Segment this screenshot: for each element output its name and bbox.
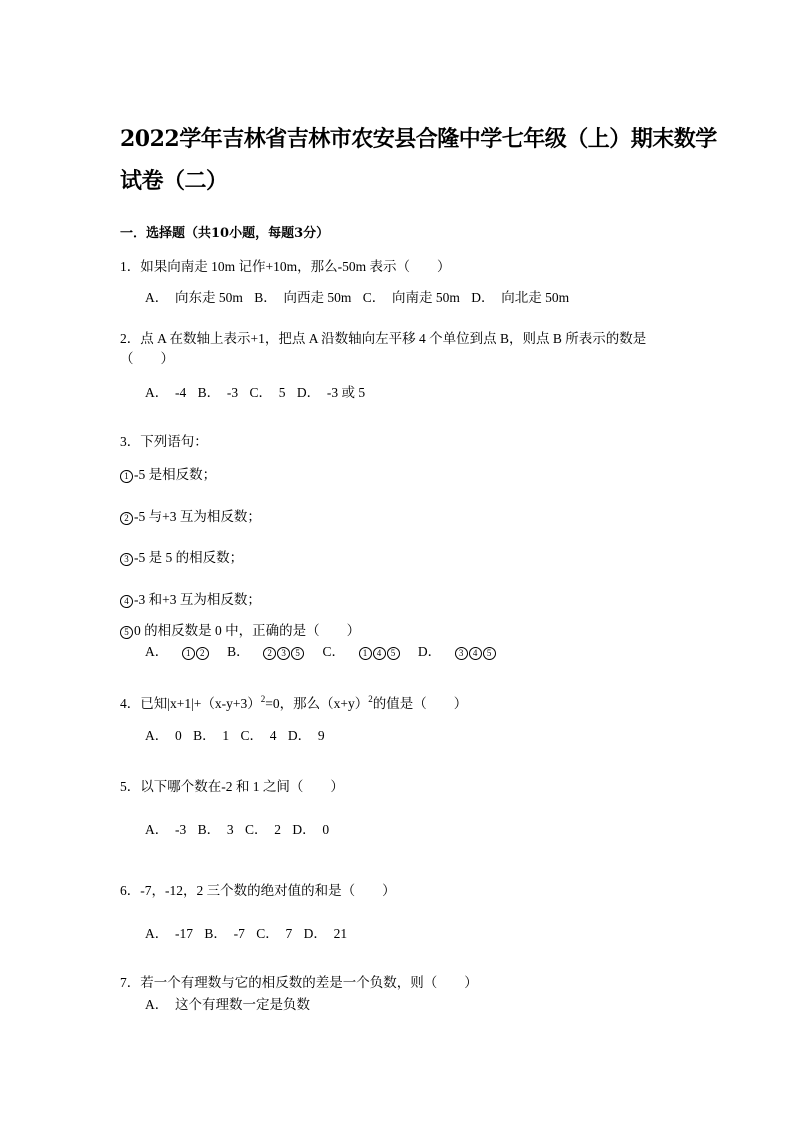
exponent: 2 <box>368 694 373 704</box>
option-d: D． -3 或 5 <box>296 385 366 400</box>
option-d: D． 3 4 5 <box>418 640 497 660</box>
question-5-text: 5．以下哪个数在-2 和 1 之间（ ） <box>120 779 344 794</box>
circled-number-4: 4 <box>120 595 133 608</box>
question-1-options <box>145 286 569 306</box>
question-4-options <box>145 724 325 744</box>
statement-5: 5 0 的相反数是 0 中，正确的是（ ） <box>120 619 360 639</box>
option-d: D． 9 <box>287 728 325 743</box>
option-b: B． 3 <box>197 822 234 837</box>
question-3-text: 3．下列语句： <box>120 434 208 449</box>
statement-3: 3 -5 是 5 的相反数； <box>120 546 243 566</box>
option-c: C． 7 <box>256 926 293 941</box>
option-a: A． 1 2 <box>145 640 210 660</box>
option-a: A． -4 <box>145 385 187 400</box>
question-4-text: 4．已知$|x+1|+(x-y+3)^2=0$，那么$(x+y)^2$的值是（ ） <box>120 694 468 711</box>
question-2-text-cont: （ ） <box>120 351 174 366</box>
option-a: A． -3 <box>145 822 187 837</box>
question-6-text: 6．-7，-12，2 三个数的绝对值的和是（ ） <box>120 883 396 898</box>
option-b: B． 2 3 5 <box>227 640 305 660</box>
option-a: A． 0 <box>145 728 182 743</box>
statement-2: 2 -5 与+3 互为相反数； <box>120 505 261 525</box>
exponent: 2 <box>260 694 266 704</box>
question-7-text: 7．若一个有理数与它的相反数的差是一个负数，则（ ） <box>120 975 478 990</box>
option-c: C． 5 <box>249 385 286 400</box>
question-7-options <box>145 993 310 1013</box>
section-heading: 一．选择题（共10小题，每题3分） <box>120 226 330 241</box>
circled-number-1: 1 <box>120 470 133 483</box>
document-title-line2: 试卷（二） <box>120 168 228 194</box>
option-d: D． 21 <box>303 926 348 941</box>
question-2-text: 2．点 A 在数轴上表示+1，把点 A 沿数轴向左平移 4 个单位到点 B，则点 B 所表示的数是 <box>120 331 647 346</box>
circled-number-3: 3 <box>120 553 133 566</box>
question-6-options <box>145 922 347 942</box>
option-a: A． -17 <box>145 926 193 941</box>
document-title-line1: 2022学年吉林省吉林市农安县合隆中学七年级（上）期末数学 <box>120 126 717 152</box>
question-2-options <box>145 381 365 401</box>
option-d: D． 向北走 50m <box>471 290 570 305</box>
option-b: B． -3 <box>197 385 239 400</box>
option-c: C． 向南走 50m <box>362 290 460 305</box>
question-5-options <box>145 818 329 838</box>
option-b: B． -7 <box>204 926 245 941</box>
option-c: C． 1 4 5 <box>323 640 401 660</box>
option-c: C． 2 <box>245 822 282 837</box>
option-a: A． 这个有理数一定是负数 <box>145 997 310 1012</box>
circled-number-5: 5 <box>120 626 133 639</box>
circled-number-2: 2 <box>120 512 133 525</box>
option-b: B． 1 <box>193 728 230 743</box>
option-b: B． 向西走 50m <box>254 290 352 305</box>
option-d: D． 0 <box>292 822 330 837</box>
question-1-text: 1．如果向南走 10m 记作+10m，那么-50m 表示（ ） <box>120 259 451 274</box>
option-c: C． 4 <box>240 728 277 743</box>
statement-1: 1 -5 是相反数； <box>120 463 216 483</box>
option-a: A． 向东走 50m <box>145 290 243 305</box>
question-3-options <box>145 640 497 660</box>
statement-4: 4 -3 和+3 互为相反数； <box>120 588 261 608</box>
